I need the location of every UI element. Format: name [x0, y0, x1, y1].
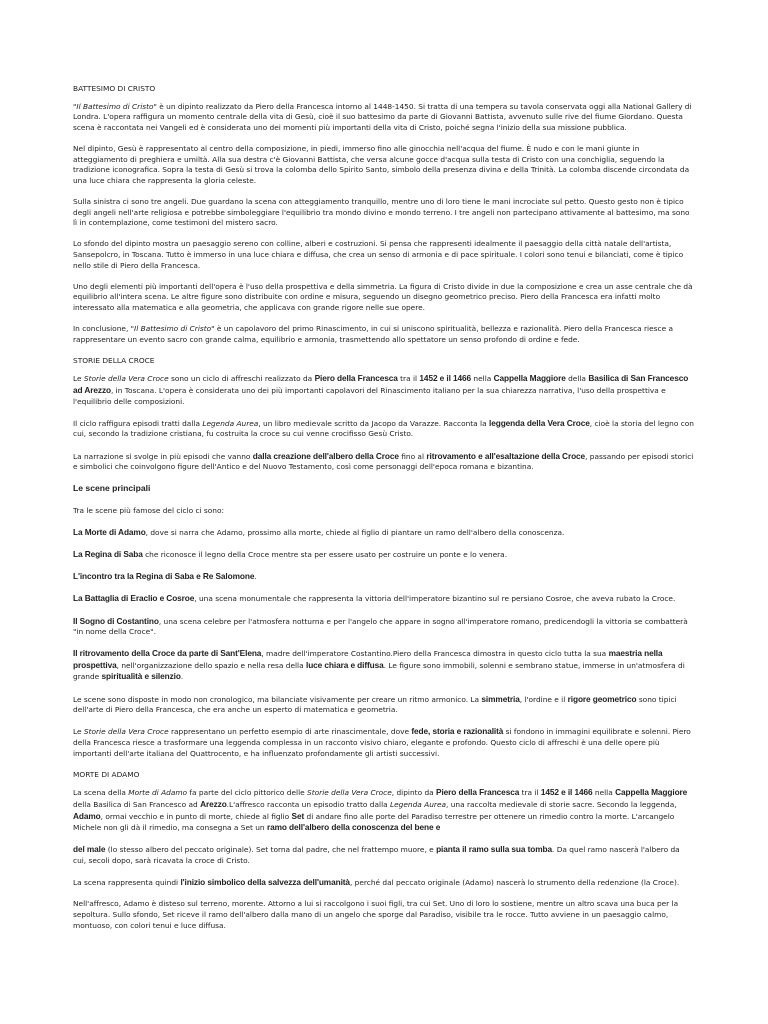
text-run: si fondono in immagini equilibrate e solenni. Piero della Francesca riesce a trasformare una leggenda complessa in un racconto visivo chiaro, elegante e profondo. Questo ciclo di affreschi è una delle opere più importanti dell'arte italiana del Quattrocento, e ha influenzato profondamente gli artisti successivi.	[73, 727, 691, 758]
text-run: tra il	[397, 374, 420, 384]
paragraph	[73, 506, 694, 517]
section-heading: BATTESIMO DI CRISTO	[73, 84, 156, 93]
text-run: rappresentano un perfetto esempio di arte rinascimentale, dove	[168, 727, 412, 737]
text-run: , dove si narra che Adamo, prossimo alla morte, chiede al figlio di piantare un ramo dell'albero della conoscenza.	[145, 527, 565, 537]
text-run: (lo stesso albero del peccato originale). Set torna dal padre, che nel frattempo muore, e	[105, 845, 437, 855]
text-run: , una scena celebre per l'atmosfera notturna e per l'angelo che appare in sogno all'imperatore romano, predicendogli la vittoria se combatterà "in nome della Croce".	[73, 616, 688, 637]
paragraph	[73, 239, 694, 271]
paragraph	[73, 694, 694, 716]
text-run: è un dipinto realizzato da Piero della Francesca intorno al 1448-1450. Si tratta di una tempera su tavola conservata oggi alla National Gallery di Londra. L'opera raffigura un momento centrale della vita di Gesù, cioè il suo battesimo da parte di Giovanni Battista, avvenuto sulle rive del fiume Giordano. Questa scena è raccontata nei Vangeli ed è considerata uno dei momenti più importanti della vita di Cristo, poiché segna l'inizio della sua missione pubblica.	[73, 101, 692, 132]
text-run: fino al	[398, 451, 427, 461]
paragraph	[73, 726, 694, 759]
text-run: di andare fino alle porte del Paradiso terrestre per ottenere un rimedio contro la morte. L'arcangelo Michele non gli dà il rimedio, ma consegna a Set un	[73, 811, 675, 833]
italic-text: "Il Battesimo di Cristo"	[73, 101, 157, 111]
paragraph	[73, 324, 694, 345]
text-run: sono un ciclo di affreschi realizzato da	[168, 374, 315, 384]
paragraph	[73, 571, 694, 583]
text-run: nella	[471, 374, 494, 384]
bold-text: maestria nella prospettiva	[73, 648, 663, 670]
text-run: . Le figure sono immobili, solenni e sembrano statue, immerse in un'atmosfera di grande	[73, 660, 685, 682]
text-run: sono tipici dell'arte di Piero della Francesca, che era anche un esperto di matematica e geometria.	[73, 694, 677, 715]
bold-text: pianta il ramo sulla sua tomba	[436, 844, 553, 855]
bold-text: Cappella Maggiore	[493, 373, 566, 384]
text-run: Nel dipinto, Gesù è rappresentato al centro della composizione, in piedi, immerso fino alle ginocchia nell'acqua del fiume. È nudo e con le mani giunte in atteggiamento di preghiera e umiltà. Alla sua destra c'è Giovanni Battista, che versa alcune gocce d'acqua sulla testa di Cristo con una conchiglia, seguendo la tradizione iconografica. Sopra la testa di Gesù si trova la colomba dello Spirito Santo, simbolo della presenza divina e della Trinità. La colomba discende circondata da una luce chiara che rappresenta la gloria celeste.	[73, 143, 690, 185]
text-run: della Basilica di San Francesco ad	[73, 800, 201, 809]
text-run: , ormai vecchio e in punto di morte, chiede al figlio	[100, 811, 292, 821]
paragraph	[73, 197, 694, 229]
paragraph	[73, 527, 694, 539]
paragraph	[73, 616, 694, 638]
paragraph	[73, 593, 694, 605]
paragraph	[73, 844, 694, 866]
text-run: della	[565, 374, 589, 384]
italic-text: "Il Battesimo di Cristo"	[130, 324, 215, 334]
text-run: . Da quel ramo nascerà l'albero da cui, secoli dopo, sarà ricavata la croce di Cristo.	[73, 845, 680, 865]
bold-text: Le scene principali	[73, 483, 151, 494]
paragraph	[73, 418, 694, 440]
italic-text: Storie della Vera Croce	[83, 727, 169, 737]
bold-text: simmetria	[481, 693, 520, 704]
text-run: .	[180, 672, 184, 682]
bold-text: Basilica di San Francesco ad Arezzo	[73, 373, 689, 396]
italic-text: Morte di Adamo	[128, 788, 188, 798]
text-run: , madre dell'imperatore Costantino.Piero della Francesca dimostra in questo ciclo tutta la sua	[261, 649, 609, 659]
bold-text: rigore geometrico	[567, 693, 637, 704]
bold-text: luce chiara e diffusa	[305, 659, 384, 670]
bold-text: fede, storia e razionalità	[411, 726, 504, 737]
text-run: , l'ordine e il	[519, 694, 568, 704]
paragraph	[73, 282, 694, 314]
text-run: , dipinto da	[391, 788, 437, 798]
text-run: La narrazione si svolge in più episodi che vanno	[73, 451, 253, 461]
text-run: .	[254, 572, 257, 582]
text-run: Tra le scene più famose del ciclo ci sono:	[73, 505, 224, 515]
text-run: Il ciclo raffigura episodi tratti dalla	[73, 418, 203, 428]
bold-text: leggenda della Vera Croce	[489, 417, 590, 428]
paragraph	[73, 648, 694, 683]
text-run: , un libro medievale scritto da Jacopo da Varazze. Racconta la	[258, 418, 489, 428]
document-body	[73, 84, 694, 931]
text-run: La scena della	[73, 788, 129, 798]
text-run: Nell'affresco, Adamo è disteso sul terreno, morente. Attorno a lui si raccolgono i suoi figli, tra cui Set. Uno di loro lo sostiene, mentre un altro scava una buca per la sepoltura. Sullo sfondo, Set riceve il ramo dell'albero dalla mano di un angelo che sporge dal Paradiso, visibile tra le rocce. Tutto avviene in un paesaggio calmo, montuoso, con colori tenui e luce diffusa.	[73, 899, 679, 930]
text-run: Lo sfondo del dipinto mostra un paesaggio sereno con colline, alberi e costruzioni. Si pensa che rappresenti idealmente il paesaggio della città natale dell'artista, Sansepolcro, in Toscana. Tutto è immerso in una luce chiara e diffusa, che crea un senso di armonia e di pace spirituale. I colori sono tenui e bilanciati, come è tipico nello stile di Piero della Francesca.	[73, 239, 684, 270]
bold-text: L'incontro tra la Regina di Saba e Re Salomone	[73, 571, 255, 582]
paragraph	[73, 102, 694, 134]
text-run: .L'affresco racconta un episodio tratto dalla	[226, 800, 391, 809]
text-run: In conclusione,	[73, 324, 131, 334]
paragraph	[73, 899, 694, 931]
bold-text: La Morte di Adamo	[73, 526, 146, 537]
bold-text: 1452 e il 1466	[540, 787, 593, 798]
bold-text: ritrovamento e all'esaltazione della Croce	[426, 450, 586, 461]
text-run: La scena rappresenta quindi	[73, 878, 181, 888]
bold-text: spiritualità e silenzio	[101, 671, 181, 682]
text-run: , una raccolta medievale di storie sacre. Secondo la leggenda,	[446, 800, 677, 809]
bold-text: La Regina di Saba	[73, 548, 143, 559]
paragraph	[73, 144, 694, 186]
text-run: Le	[73, 727, 84, 737]
paragraph	[73, 451, 694, 473]
text-run: nella	[592, 788, 616, 798]
bold-text: Piero della Francesca	[436, 787, 520, 798]
paragraph	[73, 787, 694, 833]
section-heading: MORTE DI ADAMO	[73, 769, 140, 779]
text-run: , in Toscana. L'opera è considerata uno dei più importanti capolavori del Rinascimento italiano per la sua chiarezza narrativa, l'uso della prospettiva e l'equilibrio delle composizioni.	[73, 386, 666, 406]
bold-text: Piero della Francesca	[314, 373, 398, 384]
paragraph	[73, 483, 694, 495]
text-run: , una scena monumentale che rappresenta la vittoria dell'imperatore bizantino sul re persiano Cosroe, che aveva rubato la Croce.	[194, 594, 676, 604]
text-run: tra il	[519, 788, 541, 798]
text-run: , passando per episodi storici e simbolici che coinvolgono figure dell'Antico e del Nuovo Testamento, così come personaggi dell'epoca romana e bizantina.	[73, 451, 694, 472]
paragraph	[73, 877, 694, 889]
text-run: , perché dal peccato originale (Adamo) nascerà lo strumento della redenzione (la Croce).	[349, 878, 680, 888]
bold-text: Adamo	[73, 810, 101, 821]
bold-text: Arezzo	[200, 799, 227, 809]
paragraph	[73, 549, 694, 561]
text-run: è un capolavoro del primo Rinascimento, in cui si uniscono spiritualità, bellezza e razionalità. Piero della Francesca riesce a rappresentare un evento sacro con grande calma, equilibrio e armonia, trasmettendo allo spettatore un senso profondo di ordine e fede.	[73, 324, 674, 344]
bold-text: 1452 e il 1466	[419, 373, 472, 384]
italic-text: Legenda Aurea	[202, 418, 259, 428]
text-run: , nell'organizzazione dello spazio e nella resa della	[116, 660, 306, 670]
paragraph	[73, 373, 694, 407]
bold-text: Il Sogno di Costantino	[73, 615, 159, 626]
bold-text: ramo dell'albero della conoscenza del bene e	[266, 822, 441, 833]
text-run: Le	[73, 374, 84, 384]
section-heading: STORIE DELLA CROCE	[73, 355, 155, 365]
text-run: fa parte del ciclo pittorico delle	[187, 788, 308, 798]
bold-text: Il ritrovamento della Croce da parte di Sant'Elena	[73, 648, 262, 659]
italic-text: Legenda Aurea	[390, 800, 447, 809]
italic-text: Storie della Vera Croce	[83, 374, 169, 384]
bold-text: dalla creazione dell'albero della Croce	[252, 450, 399, 461]
bold-text: Cappella Maggiore	[615, 787, 688, 798]
bold-text: La Battaglia di Eraclio e Cosroe	[73, 593, 195, 604]
text-run: che riconosce il legno della Croce mentre sta per essere usato per costruire un ponte e lo venera.	[142, 549, 508, 559]
text-run: , cioè la storia del legno con cui, secondo la tradizione cristiana, fu costruita la croce su cui venne crocifisso Gesù Cristo.	[73, 418, 694, 439]
text-run: Le scene sono disposte in modo non cronologico, ma bilanciate visivamente per creare un ritmo armonico. La	[73, 694, 482, 704]
italic-text: Storie della Vera Croce	[307, 788, 392, 798]
bold-text: Set	[291, 810, 305, 821]
bold-text: del male	[73, 844, 106, 855]
text-run: Uno degli elementi più importanti dell'opera è l'uso della prospettiva e della simmetria. La figura di Cristo divide in due la composizione e crea un asse centrale che dà equilibrio all'intera scena. Le altre figure sono distribuite con ordine e misura, seguendo un disegno geometrico preciso. Piero della Francesca era infatti molto interessato alla matematica e alla geometria, che applicava con grande rigore nelle sue opere.	[73, 281, 693, 312]
bold-text: l'inizio simbolico della salvezza dell'umanità	[180, 877, 350, 888]
text-run: Sulla sinistra ci sono tre angeli. Due guardano la scena con atteggiamento tranquillo, mentre uno di loro tiene le mani incrociate sul petto. Questo gesto non è tipico degli angeli nell'arte religiosa e potrebbe simboleggiare l'equilibrio tra mondo divino e mondo terreno. I tre angeli non partecipano attivamente al battesimo, ma sono lì in contemplazione, come testimoni del mistero sacro.	[73, 196, 690, 228]
